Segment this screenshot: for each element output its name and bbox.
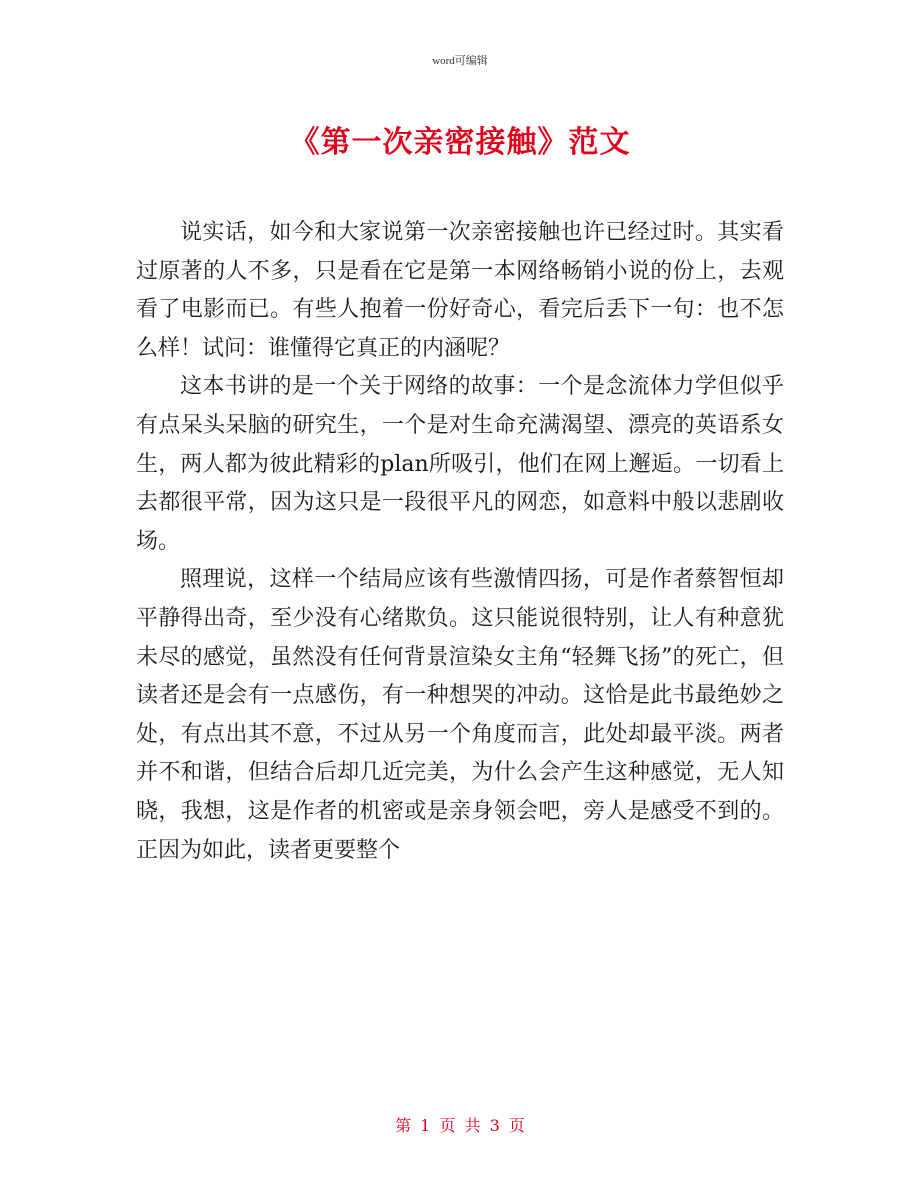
paragraph-1: 说实话，如今和大家说第一次亲密接触也许已经过时。其实看过原著的人不多，只是看在它是第一本网络畅销小说的份上，去观看了电影而已。有些人抱着一份好奇心，看完后丢下一句：也不怎么样！试问：谁懂得它真正的内涵呢？ [136, 220, 784, 361]
paragraph-3: 照理说，这样一个结局应该有些激情四扬，可是作者蔡智恒却平静得出奇，至少没有心绪欺负。这只能说很特别，让人有种意犹未尽的感觉，虽然没有任何背景渲染女主角“轻舞飞扬”的死亡，但读者还是会有一点感伤，有一种想哭的冲动。这恰是此书最绝妙之处，有点出其不意，不过从另一个角度而言，此处却最平淡。两者并不和谐，但结合后却几近完美，为什么会产生这种感觉，无人知晓，我想，这是作者的机密或是亲身领会吧，旁人是感受不到的。正因为如此，读者更要整个 [136, 567, 784, 863]
page-number-footer: 第 1 页 共 3 页 [395, 1116, 525, 1135]
document-body [136, 214, 784, 870]
paragraph-2: 这本书讲的是一个关于网络的故事：一个是念流体力学但似乎有点呆头呆脑的研究生，一个是对生命充满渴望、漂亮的英语系女生，两人都为彼此精彩的plan所吸引，他们在网上邂逅。一切看上去都很平常，因为这只是一段很平凡的网恋，如意料中般以悲剧收场。 [136, 374, 784, 554]
document-title: 《第一次亲密接触》范文 [289, 125, 631, 160]
page-header: word可编辑 [432, 55, 488, 67]
